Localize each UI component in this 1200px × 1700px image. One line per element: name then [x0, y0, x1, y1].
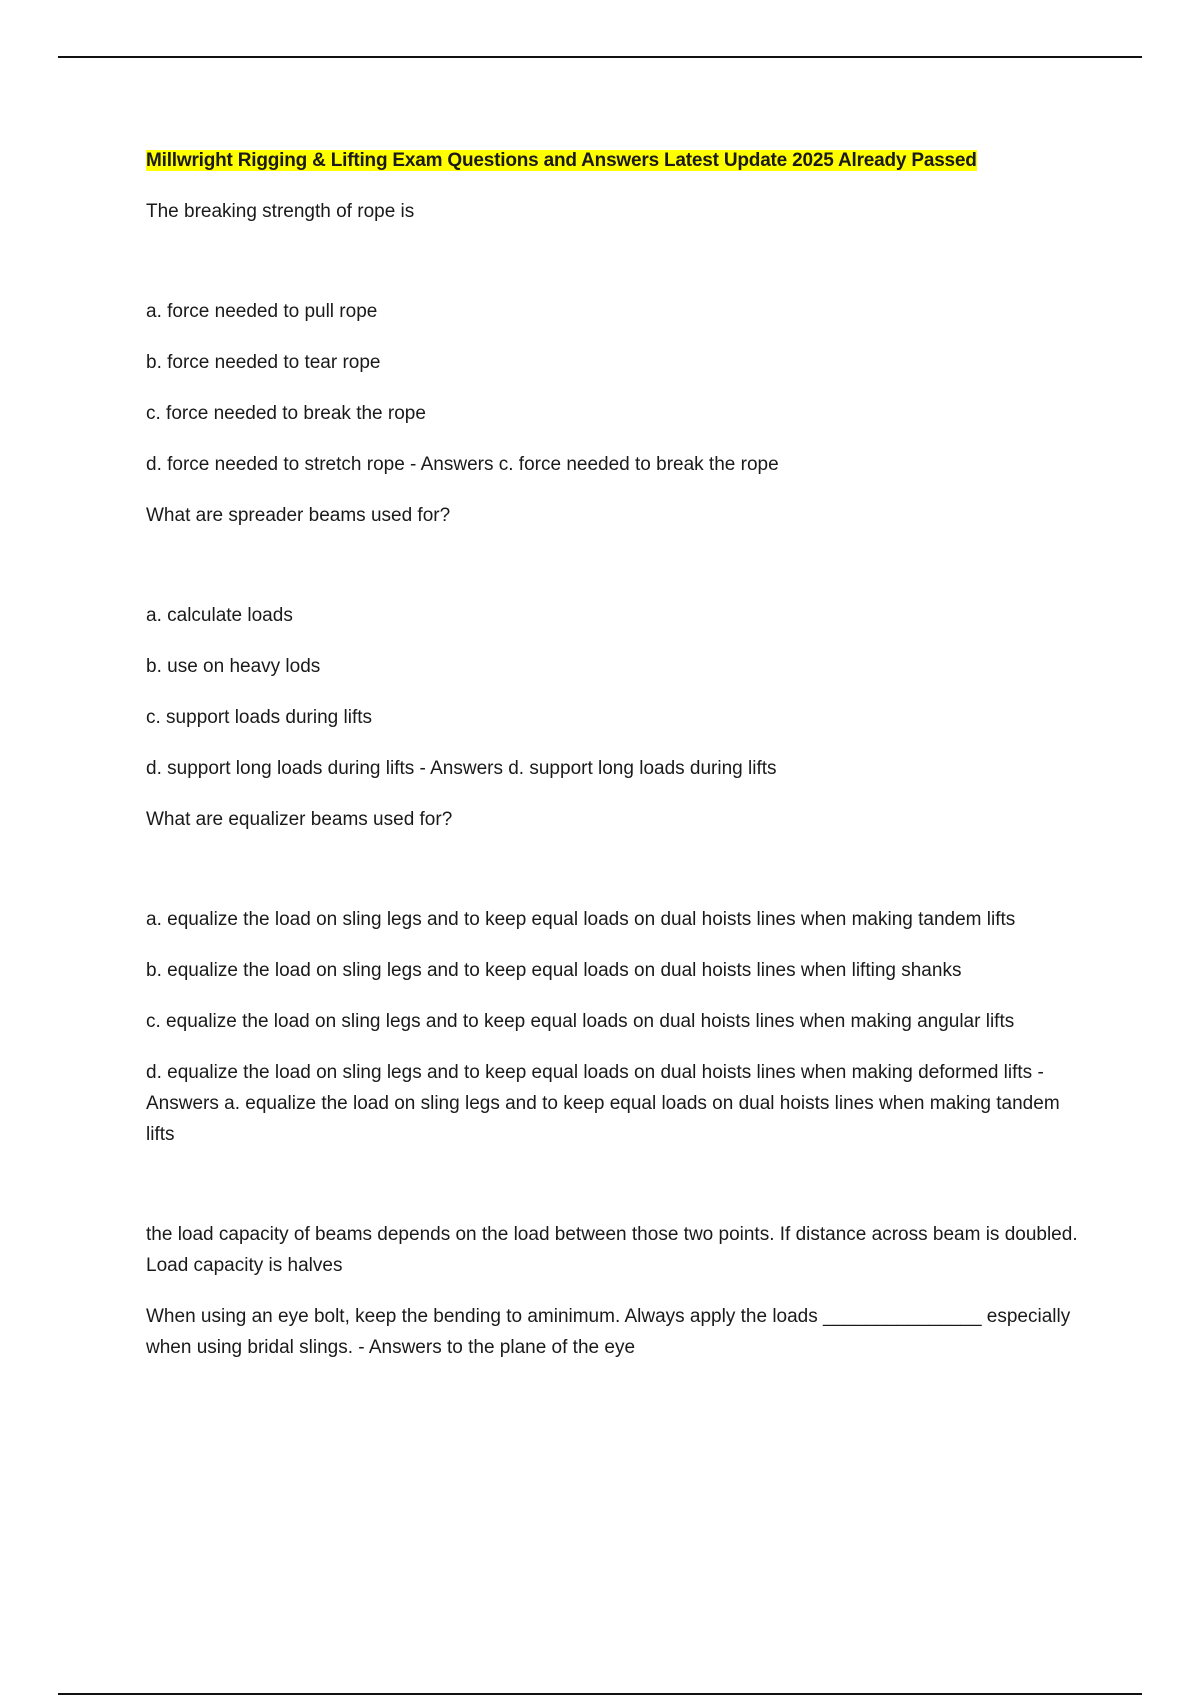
note-paragraph: the load capacity of beams depends on the load between those two points. If distance across beam is doubled. Load capacity is halves [146, 1224, 1078, 1276]
answer-option: a. force needed to pull rope [146, 301, 378, 322]
answer-option: c. force needed to break the rope [146, 403, 426, 424]
answer-option: d. equalize the load on sling legs and to keep equal loads on dual hoists lines when making deformed lifts - Answers a. equalize the load on sling legs and to keep equal loads on dual hoists lines when making tandem lifts [146, 1062, 1060, 1145]
answer-option: b. equalize the load on sling legs and to keep equal loads on dual hoists lines when lifting shanks [146, 960, 962, 981]
answer-option: a. calculate loads [146, 605, 293, 626]
document-body [146, 145, 1086, 1383]
answer-option: d. force needed to stretch rope - Answers c. force needed to break the rope [146, 454, 779, 475]
bottom-rule [58, 1693, 1142, 1695]
question-prompt: What are spreader beams used for? [146, 505, 451, 526]
answer-option: d. support long loads during lifts - Answers d. support long loads during lifts [146, 758, 777, 779]
question-prompt: The breaking strength of rope is [146, 201, 415, 222]
top-rule [58, 56, 1142, 58]
answer-option: c. support loads during lifts [146, 707, 373, 728]
answer-option: a. equalize the load on sling legs and to keep equal loads on dual hoists lines when making tandem lifts [146, 909, 1016, 930]
answer-option: c. equalize the load on sling legs and to keep equal loads on dual hoists lines when making angular lifts [146, 1011, 1015, 1032]
title-line [146, 145, 1086, 176]
eyebolt-question: When using an eye bolt, keep the bending to aminimum. Always apply the loads _______________ especially when using bridal slings. - Answers to the plane of the eye [146, 1306, 1071, 1358]
answer-option: b. use on heavy lods [146, 656, 321, 677]
document-title: Millwright Rigging & Lifting Exam Questions and Answers Latest Update 2025 Already Passed [146, 150, 977, 171]
question-prompt: What are equalizer beams used for? [146, 809, 453, 830]
answer-option: b. force needed to tear rope [146, 352, 381, 373]
